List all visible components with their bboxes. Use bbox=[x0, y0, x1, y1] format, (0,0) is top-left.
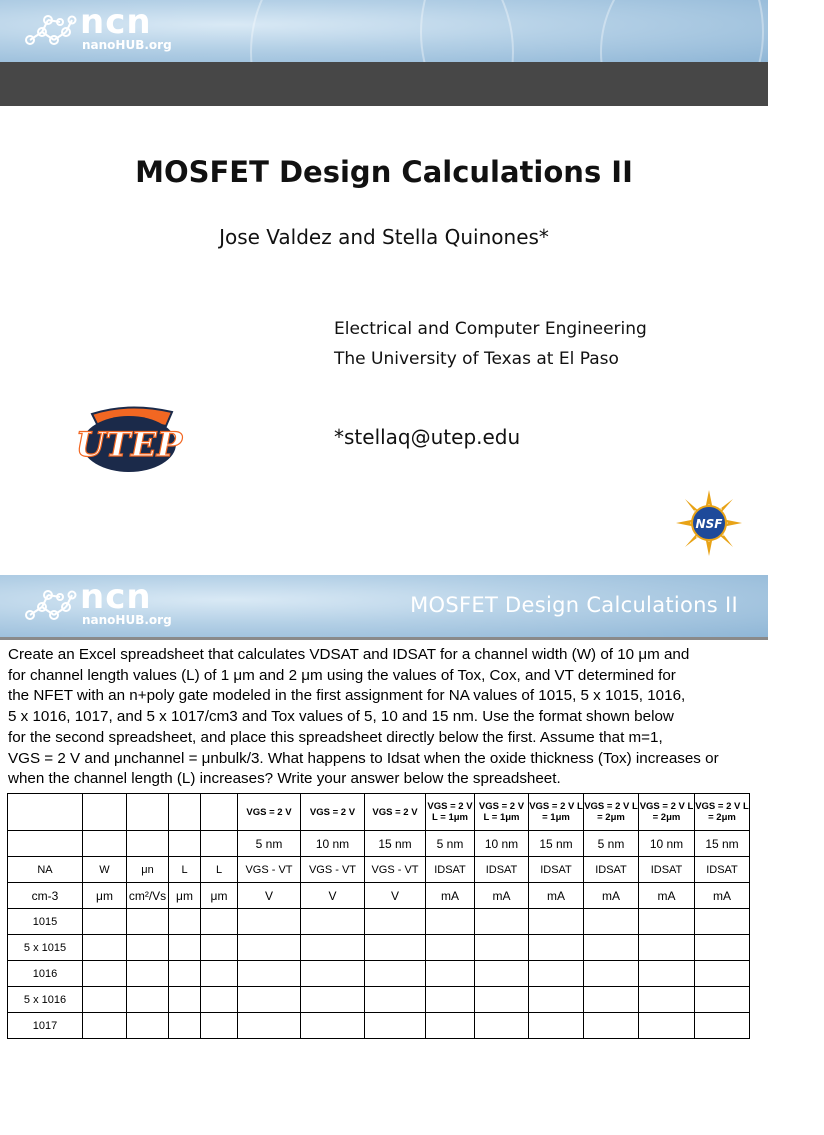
table-header-row bbox=[8, 857, 750, 883]
empty-cell bbox=[127, 909, 169, 935]
empty-cell bbox=[83, 1013, 127, 1039]
empty-cell bbox=[301, 909, 365, 935]
table-cell: 5 nm bbox=[426, 831, 475, 857]
table-header-row bbox=[8, 794, 750, 831]
table-cell bbox=[83, 794, 127, 831]
nsf-logo bbox=[676, 490, 742, 556]
table-cell: VGS - VT bbox=[365, 857, 426, 883]
svg-text:NSF: NSF bbox=[695, 517, 723, 531]
empty-cell bbox=[584, 1013, 639, 1039]
table-cell bbox=[201, 794, 238, 831]
table-cell: VGS = 2 V L = 2μm bbox=[639, 794, 695, 831]
table-cell: 5 nm bbox=[238, 831, 301, 857]
table-cell: NA bbox=[8, 857, 83, 883]
table-cell: VGS = 2 V bbox=[365, 794, 426, 831]
text-line: for channel length values (L) of 1 μm and 2 μm using the values of Tox, Cox, and VT determined for bbox=[8, 666, 676, 684]
empty-cell bbox=[83, 987, 127, 1013]
empty-cell bbox=[83, 935, 127, 961]
authors: Jose Valdez and Stella Quinones* bbox=[219, 225, 549, 249]
header-divider bbox=[0, 637, 768, 640]
empty-cell bbox=[83, 961, 127, 987]
empty-cell bbox=[169, 961, 201, 987]
empty-cell bbox=[426, 935, 475, 961]
ncn-logo bbox=[22, 577, 172, 631]
empty-cell bbox=[584, 935, 639, 961]
affiliation-university: The University of Texas at El Paso bbox=[334, 349, 619, 369]
empty-cell bbox=[426, 961, 475, 987]
na-value-cell: 1016 bbox=[8, 961, 83, 987]
table-cell: V bbox=[301, 883, 365, 909]
empty-cell bbox=[301, 1013, 365, 1039]
table-cell: μn bbox=[127, 857, 169, 883]
assignment-slide bbox=[0, 575, 768, 1032]
dark-header-bar bbox=[0, 62, 768, 106]
table-cell: VGS = 2 V bbox=[301, 794, 365, 831]
empty-cell bbox=[201, 1013, 238, 1039]
empty-cell bbox=[475, 909, 529, 935]
table-cell: W bbox=[83, 857, 127, 883]
title-slide bbox=[0, 0, 768, 574]
table-cell: cm-3 bbox=[8, 883, 83, 909]
table-cell: μm bbox=[169, 883, 201, 909]
table-cell: VGS - VT bbox=[301, 857, 365, 883]
table-header-row bbox=[8, 883, 750, 909]
empty-cell bbox=[127, 1013, 169, 1039]
table-cell: VGS = 2 V L = 2μm bbox=[584, 794, 639, 831]
nanohub-text: nanoHUB.org bbox=[82, 613, 172, 627]
empty-cell bbox=[127, 961, 169, 987]
empty-cell bbox=[201, 935, 238, 961]
empty-cell bbox=[238, 961, 301, 987]
affiliation-department: Electrical and Computer Engineering bbox=[334, 319, 647, 339]
table-cell bbox=[83, 831, 127, 857]
table-cell: 15 nm bbox=[529, 831, 584, 857]
text-line: Create an Excel spreadsheet that calculates VDSAT and IDSAT for a channel width (W) of 10 μm and bbox=[8, 646, 690, 663]
empty-cell bbox=[475, 961, 529, 987]
assignment-text bbox=[8, 645, 760, 790]
table-cell: VGS - VT bbox=[238, 857, 301, 883]
na-value-cell: 1015 bbox=[8, 909, 83, 935]
empty-cell bbox=[695, 935, 750, 961]
utep-logo bbox=[75, 400, 183, 480]
empty-cell bbox=[529, 1013, 584, 1039]
empty-cell bbox=[639, 1013, 695, 1039]
empty-cell bbox=[529, 987, 584, 1013]
empty-cell bbox=[475, 935, 529, 961]
table-cell bbox=[127, 794, 169, 831]
table-row bbox=[8, 935, 750, 961]
empty-cell bbox=[584, 987, 639, 1013]
empty-cell bbox=[169, 909, 201, 935]
table-cell bbox=[169, 794, 201, 831]
empty-cell bbox=[238, 935, 301, 961]
empty-cell bbox=[169, 1013, 201, 1039]
empty-cell bbox=[639, 961, 695, 987]
empty-cell bbox=[695, 961, 750, 987]
empty-cell bbox=[169, 987, 201, 1013]
table-cell: VGS = 2 V L = 1μm bbox=[426, 794, 475, 831]
spreadsheet-template bbox=[7, 793, 750, 1039]
header-banner bbox=[0, 575, 768, 637]
table-cell: L bbox=[169, 857, 201, 883]
table-cell: mA bbox=[695, 883, 750, 909]
table-cell: IDSAT bbox=[695, 857, 750, 883]
empty-cell bbox=[238, 987, 301, 1013]
table-row bbox=[8, 961, 750, 987]
table-cell: 10 nm bbox=[639, 831, 695, 857]
slide-header-title: MOSFET Design Calculations II bbox=[410, 593, 738, 617]
empty-cell bbox=[639, 987, 695, 1013]
empty-cell bbox=[201, 909, 238, 935]
table-cell: IDSAT bbox=[529, 857, 584, 883]
empty-cell bbox=[529, 935, 584, 961]
table-cell: V bbox=[365, 883, 426, 909]
table-cell: mA bbox=[584, 883, 639, 909]
table-cell: μm bbox=[201, 883, 238, 909]
empty-cell bbox=[695, 909, 750, 935]
table-cell: VGS = 2 V L = 2μm bbox=[695, 794, 750, 831]
empty-cell bbox=[475, 1013, 529, 1039]
svg-text:UTEP: UTEP bbox=[75, 425, 183, 465]
table-cell: 10 nm bbox=[301, 831, 365, 857]
text-line: the NFET with an n+poly gate modeled in the first assignment for NA values of 1015, 5 x 1015, 1016, bbox=[8, 687, 686, 705]
table-cell: μm bbox=[83, 883, 127, 909]
empty-cell bbox=[529, 909, 584, 935]
empty-cell bbox=[127, 987, 169, 1013]
table-row bbox=[8, 1013, 750, 1039]
empty-cell bbox=[529, 961, 584, 987]
table-cell: 10 nm bbox=[475, 831, 529, 857]
table-cell: 5 nm bbox=[584, 831, 639, 857]
table-cell: mA bbox=[529, 883, 584, 909]
presentation-title: MOSFET Design Calculations II bbox=[135, 155, 633, 189]
na-value-cell: 1017 bbox=[8, 1013, 83, 1039]
empty-cell bbox=[201, 961, 238, 987]
empty-cell bbox=[639, 909, 695, 935]
empty-cell bbox=[475, 987, 529, 1013]
empty-cell bbox=[426, 1013, 475, 1039]
empty-cell bbox=[301, 961, 365, 987]
table-cell: 15 nm bbox=[365, 831, 426, 857]
empty-cell bbox=[301, 935, 365, 961]
ncn-brand: ncn bbox=[80, 2, 152, 42]
empty-cell bbox=[365, 935, 426, 961]
table-cell: IDSAT bbox=[475, 857, 529, 883]
table-cell: mA bbox=[639, 883, 695, 909]
na-value-cell: 5 x 1015 bbox=[8, 935, 83, 961]
empty-cell bbox=[365, 961, 426, 987]
na-value-cell: 5 x 1016 bbox=[8, 987, 83, 1013]
table-cell bbox=[8, 831, 83, 857]
table-cell: L bbox=[201, 857, 238, 883]
table-header-row bbox=[8, 831, 750, 857]
empty-cell bbox=[426, 909, 475, 935]
text-line: when the channel length (L) increases? Write your answer below the spreadsheet. bbox=[8, 770, 561, 788]
table-cell: IDSAT bbox=[639, 857, 695, 883]
table-row bbox=[8, 987, 750, 1013]
empty-cell bbox=[584, 909, 639, 935]
empty-cell bbox=[695, 987, 750, 1013]
empty-cell bbox=[83, 909, 127, 935]
table-row bbox=[8, 909, 750, 935]
empty-cell bbox=[365, 909, 426, 935]
table-cell: IDSAT bbox=[584, 857, 639, 883]
table-cell bbox=[169, 831, 201, 857]
molecule-icon bbox=[22, 589, 76, 625]
empty-cell bbox=[695, 1013, 750, 1039]
empty-cell bbox=[365, 1013, 426, 1039]
nanohub-text: nanoHUB.org bbox=[82, 38, 172, 52]
text-line: for the second spreadsheet, and place this spreadsheet directly below the first. Assume that m=1, bbox=[8, 728, 663, 746]
table-cell: IDSAT bbox=[426, 857, 475, 883]
empty-cell bbox=[238, 909, 301, 935]
empty-cell bbox=[639, 935, 695, 961]
table-cell bbox=[8, 794, 83, 831]
empty-cell bbox=[584, 961, 639, 987]
table-cell: VGS = 2 V L = 1μm bbox=[529, 794, 584, 831]
table-cell: cm²/Vs bbox=[127, 883, 169, 909]
ncn-brand: ncn bbox=[80, 577, 152, 617]
empty-cell bbox=[301, 987, 365, 1013]
empty-cell bbox=[201, 987, 238, 1013]
ncn-logo bbox=[22, 2, 172, 56]
text-line: VGS = 2 V and μnchannel = μnbulk/3. What happens to Idsat when the oxide thickness (Tox) increases or bbox=[8, 749, 719, 767]
empty-cell bbox=[365, 987, 426, 1013]
table-cell: 15 nm bbox=[695, 831, 750, 857]
contact-email: *stellaq@utep.edu bbox=[334, 425, 521, 449]
table-cell: mA bbox=[426, 883, 475, 909]
empty-cell bbox=[169, 935, 201, 961]
empty-cell bbox=[426, 987, 475, 1013]
empty-cell bbox=[127, 935, 169, 961]
molecule-icon bbox=[22, 14, 76, 50]
table-cell: VGS = 2 V bbox=[238, 794, 301, 831]
table-cell: V bbox=[238, 883, 301, 909]
table-cell: VGS = 2 V L = 1μm bbox=[475, 794, 529, 831]
empty-cell bbox=[238, 1013, 301, 1039]
table-cell bbox=[127, 831, 169, 857]
table-cell bbox=[201, 831, 238, 857]
text-line: 5 x 1016, 1017, and 5 x 1017/cm3 and Tox values of 5, 10 and 15 nm. Use the format shown below bbox=[8, 708, 674, 726]
table-cell: mA bbox=[475, 883, 529, 909]
header-banner bbox=[0, 0, 768, 62]
